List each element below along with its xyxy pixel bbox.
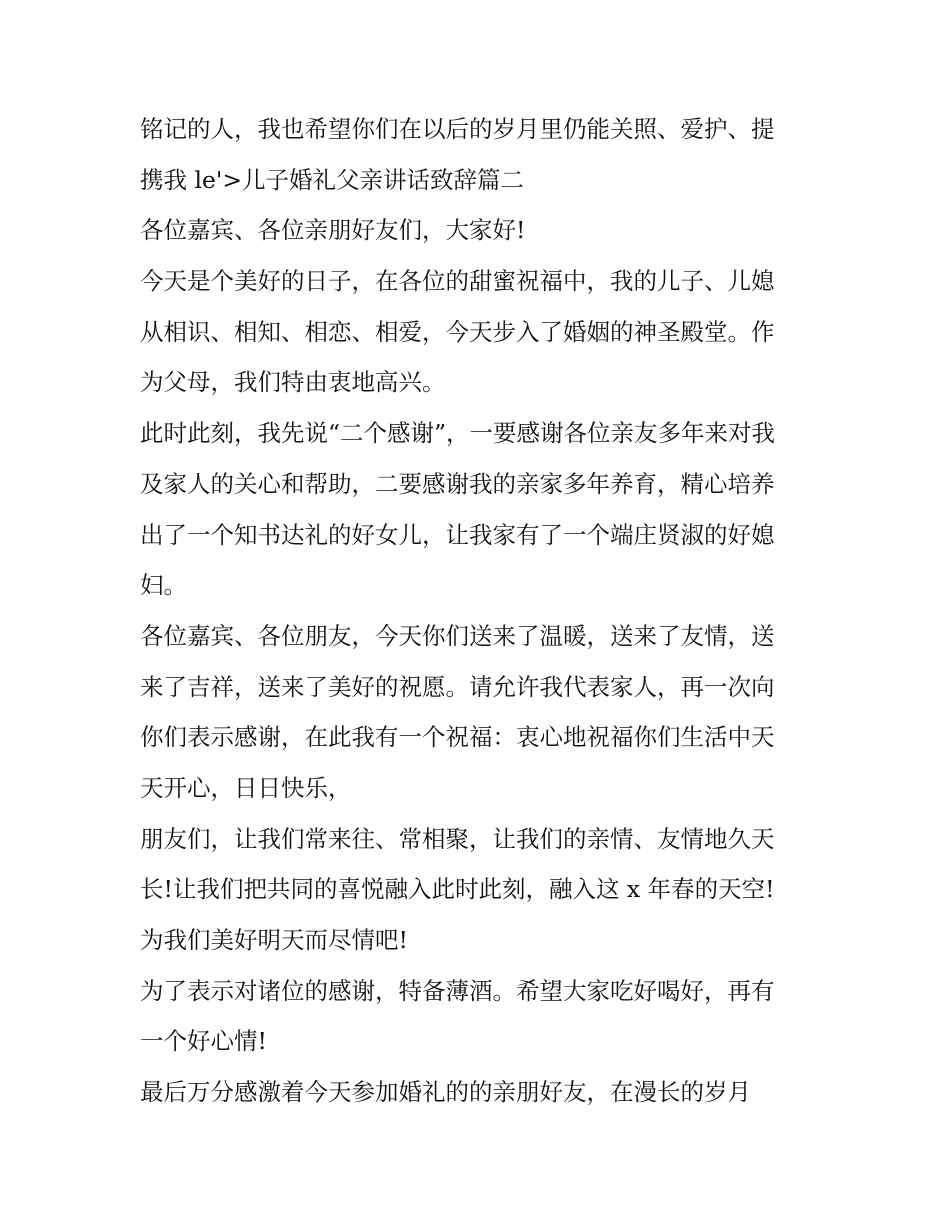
text-line-8: 及家人的关心和帮助，二要感谢我的亲家多年养育，精心培养 (140, 469, 775, 498)
text-line-13: 你们表示感谢，在此我有一个祝福：衷心地祝福你们生活中天 (140, 723, 775, 752)
text-line-7: 此时此刻，我先说“二个感谢”，一要感谢各位亲友多年来对我 (140, 419, 776, 448)
text-line-2: 携我 le'>儿子婚礼父亲讲话致辞篇二 (140, 165, 525, 194)
text-line-17: 为我们美好明天而尽情吧! (140, 926, 408, 954)
text-line-15: 朋友们，让我们常来往、常相聚，让我们的亲情、友情地久天 (140, 824, 775, 853)
text-line-16: 长!让我们把共同的喜悦融入此时此刻，融入这 x 年春的天空! (140, 875, 775, 904)
document-body (140, 104, 820, 1118)
text-line-11: 各位嘉宾、各位朋友，今天你们送来了温暖，送来了友情，送 (140, 621, 775, 650)
text-line-9: 出了一个知书达礼的好女儿，让我家有了一个端庄贤淑的好媳 (140, 520, 775, 549)
text-line-20: 最后万分感激着今天参加婚礼的的亲朋好友，在漫长的岁月 (140, 1078, 751, 1107)
text-line-10: 妇。 (140, 571, 187, 600)
text-line-6: 为父母，我们特由衷地高兴。 (140, 368, 446, 397)
text-line-5: 从相识、相知、相恋、相爱，今天步入了婚姻的神圣殿堂。作 (140, 317, 775, 346)
text-line-18: 为了表示对诸位的感谢，特备薄酒。希望大家吃好喝好，再有 (140, 976, 775, 1005)
text-line-3: 各位嘉宾、各位亲朋好友们，大家好! (140, 216, 526, 245)
text-line-1: 铭记的人，我也希望你们在以后的岁月里仍能关照、爱护、提 (140, 115, 775, 143)
text-line-14: 天开心，日日快乐， (140, 773, 352, 802)
text-line-12: 来了吉祥，送来了美好的祝愿。请允许我代表家人，再一次向 (140, 672, 775, 701)
text-line-19: 一个好心情! (140, 1027, 267, 1056)
text-line-4: 今天是个美好的日子，在各位的甜蜜祝福中，我的儿子、儿媳 (140, 267, 775, 296)
